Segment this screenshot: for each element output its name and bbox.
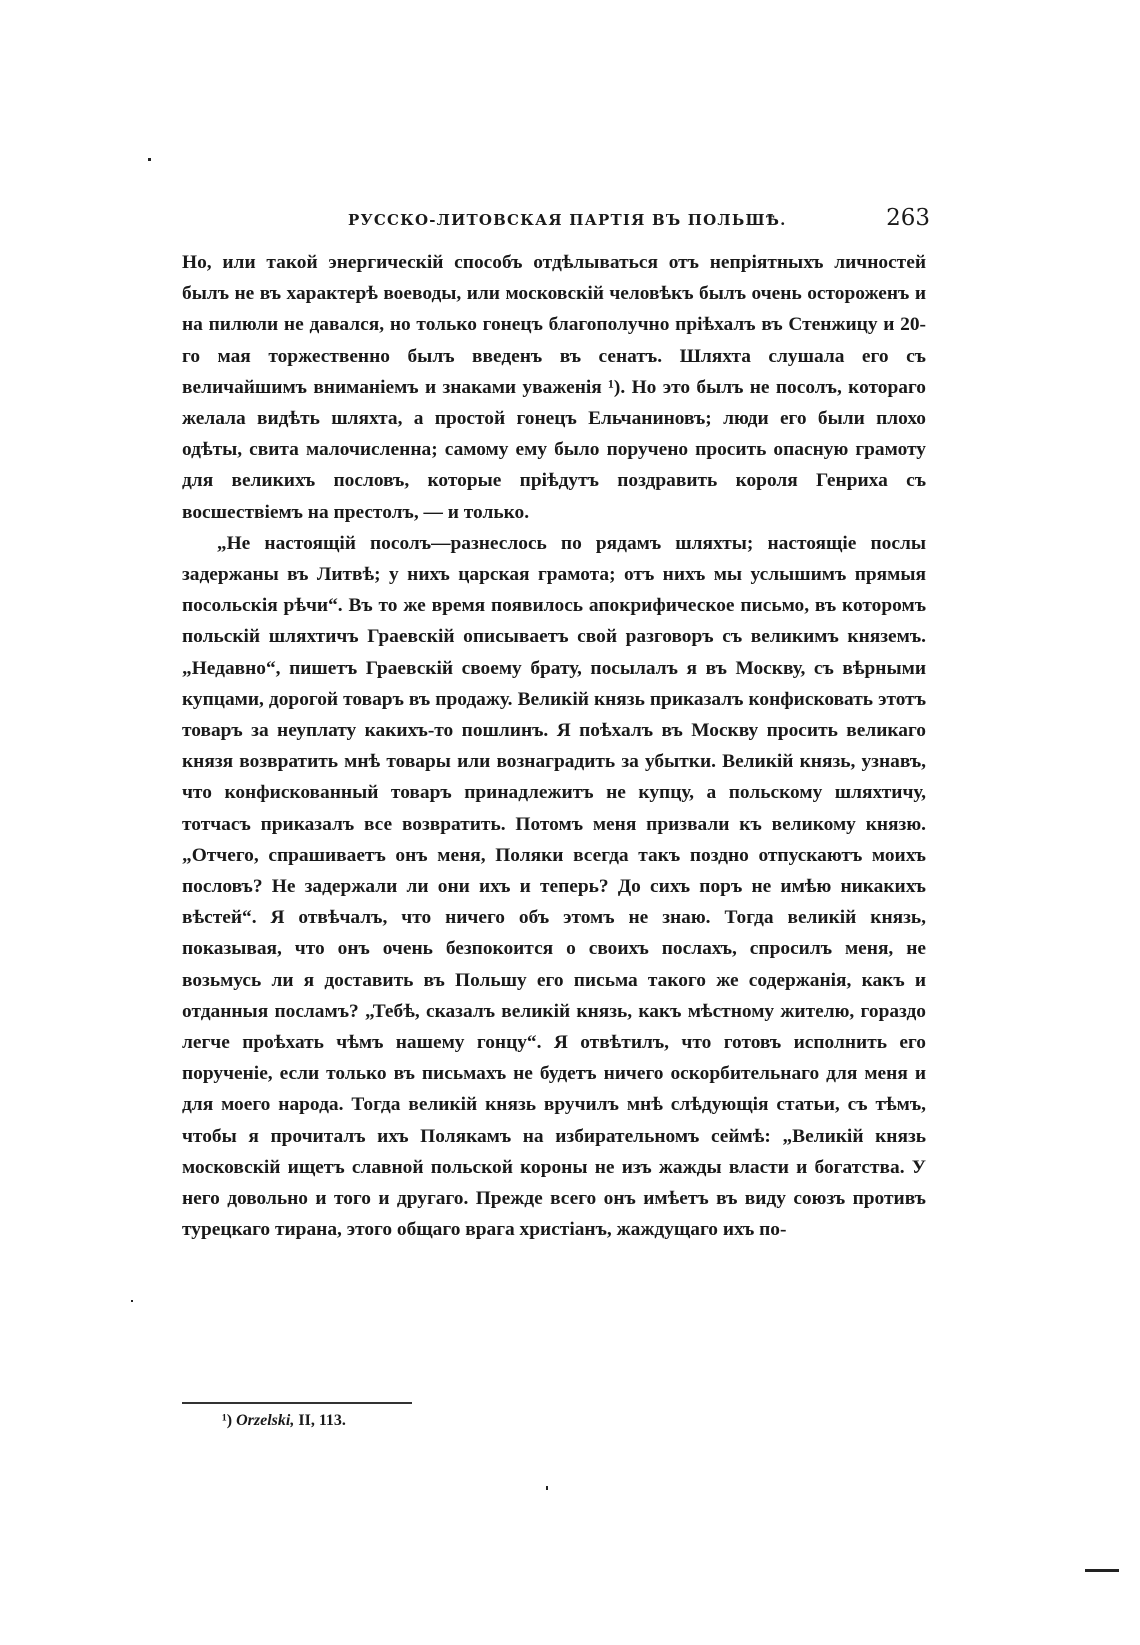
scan-speck <box>131 1300 133 1302</box>
footnote <box>222 1412 346 1430</box>
running-head <box>180 205 930 235</box>
paragraph-2: „Не настоящій посолъ—разнеслось по рядамъ шляхты; настоящіе послы задержаны въ Литвѣ; у нихъ царская грамота; отъ нихъ мы услышимъ прямыя посольскія рѣчи“. Въ то же время появилось апокрифическое письмо, въ которомъ польскій шляхтичъ Граевскій описываетъ свой разговоръ съ великимъ княземъ. „Недавно“, пишетъ Граевскій своему брату, посылалъ я въ Москву, съ вѣрными купцами, дорогой товаръ въ продажу. Великій князь приказалъ конфисковать этотъ товаръ за неуплату какихъ-то пошлинъ. Я поѣхалъ въ Москву просить великаго князя возвратить мнѣ товары или вознаградить за убытки. Великій князь, узнавъ, что конфискованный товаръ принадлежитъ не купцу, а польскому шляхтичу, тотчасъ приказалъ все возвратить. Потомъ меня призвали къ великому князю. „Отчего, спрашиваетъ онъ меня, Поляки всегда такъ поздно отпускаютъ моихъ пословъ? Не задержали ли они ихъ и теперь? До сихъ поръ не имѣю никакихъ вѣстей“. Я отвѣчалъ, что ничего объ этомъ не знаю. Тогда великій князь, показывая, что онъ очень безпокоится о своихъ послахъ, спросилъ меня, не возьмусь ли я доставить въ Польшу его письма такого же содержанія, какъ и отданныя посламъ? „Тебѣ, сказалъ великій князь, какъ мѣстному жителю, гораздо легче проѣхать чѣмъ нашему гонцу“. Я отвѣтилъ, что готовъ исполнить его порученіе, если только въ письмахъ не будетъ ничего оскорбительнаго для меня и для моего народа. Тогда великій князь вручилъ мнѣ слѣдующія статьи, съ тѣмъ, чтобы я прочиталъ ихъ Полякамъ на избирательномъ сеймѣ: „Великій князь московскій ищетъ славной польской короны не изъ жажды власти и богатства. У него довольно и того и другаго. Прежде всего онъ имѣетъ въ виду союзъ противъ турецкаго тирана, этого общаго врага христіанъ, жаждущаго ихъ по- <box>182 532 926 1241</box>
page-number: 263 <box>886 205 930 231</box>
footnote-reference: II, 113. <box>298 1412 346 1429</box>
scan-speck <box>546 1486 548 1490</box>
running-title: РУССКО-ЛИТОВСКАЯ ПАРТІЯ ВЪ ПОЛЬШѢ. <box>348 211 787 229</box>
footnote-author: Orzelski, <box>236 1412 295 1429</box>
footnote-divider <box>182 1402 412 1404</box>
scan-speck <box>148 158 151 161</box>
scan-dash <box>1085 1569 1119 1572</box>
body-text <box>182 247 926 1246</box>
paragraph-1: Но, или такой энергическій способъ отдѣлываться отъ непріятныхъ личностей былъ не въ характерѣ воеводы, или московскій человѣкъ былъ очень остороженъ и на пилюли не давался, но только гонецъ благополучно пріѣхалъ въ Стенжицу и 20-го мая торжественно былъ введенъ въ сенатъ. Шляхта слушала его съ величайшимъ вниманіемъ и знаками уваженія ¹). Но это былъ не посолъ, котораго желала видѣть шляхта, а простой гонецъ Ельчаниновъ; люди его были плохо одѣты, свита малочисленна; самому ему было поручено просить опасную грамоту для великихъ пословъ, которые пріѣдутъ поздравить короля Генриха съ восшествіемъ на престолъ, — и только. <box>182 252 926 523</box>
footnote-marker: ¹) <box>222 1412 233 1429</box>
